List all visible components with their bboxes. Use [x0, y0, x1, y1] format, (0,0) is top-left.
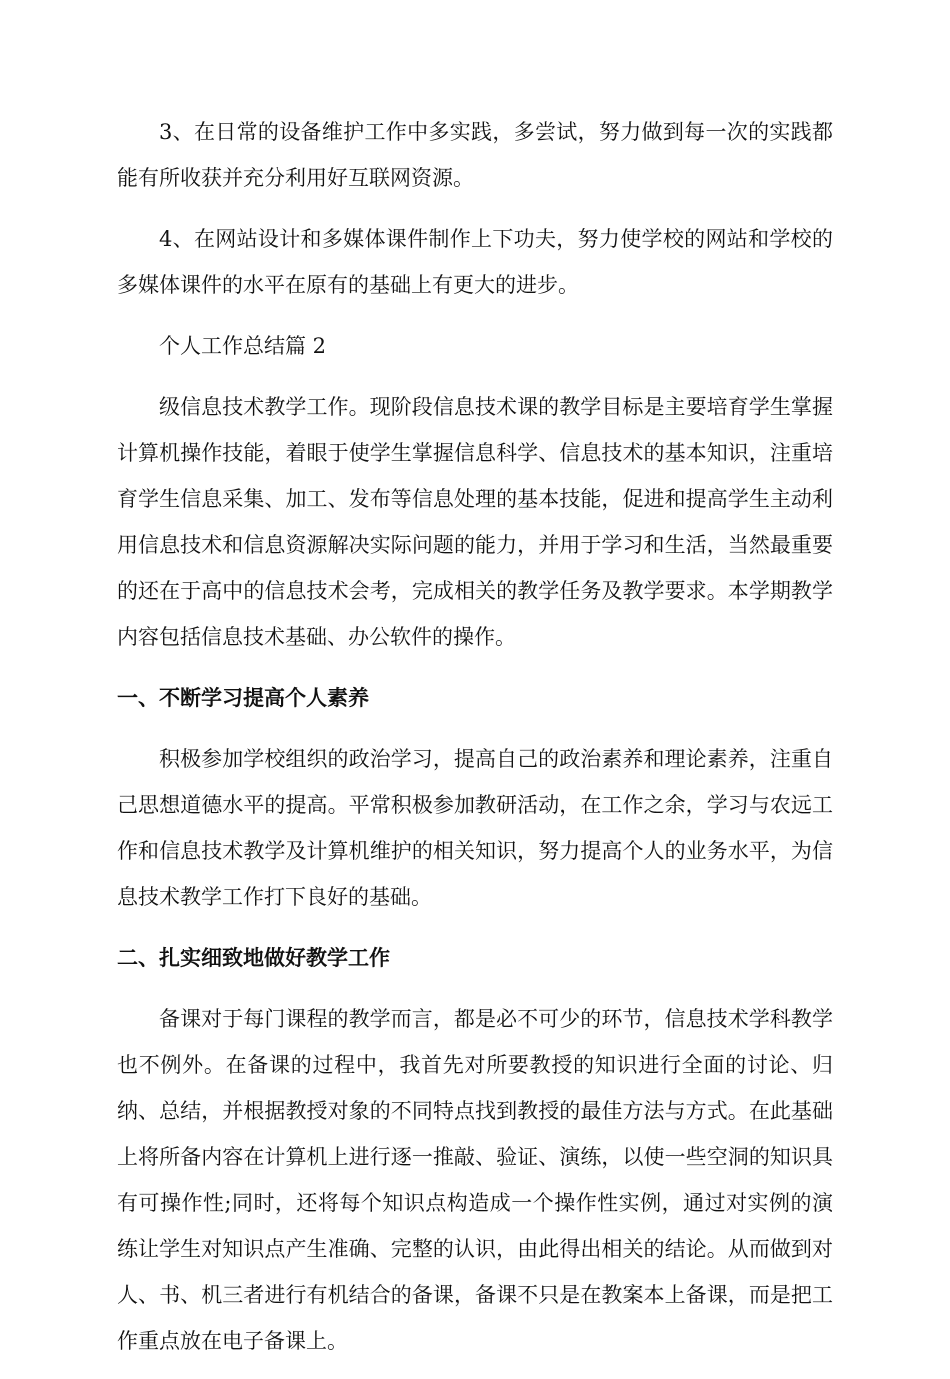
- paragraph-item-3: 3、在日常的设备维护工作中多实践，多尝试，努力做到每一次的实践都能有所收获并充分利用好互联网资源。: [117, 120, 833, 190]
- paragraph-item-4: 4、在网站设计和多媒体课件制作上下功夫，努力使学校的网站和学校的多媒体课件的水平在原有的基础上有更大的进步。: [117, 227, 833, 297]
- heading-continuous-learning: 一、不断学习提高个人素养: [117, 686, 369, 710]
- intro-paragraph: 级信息技术教学工作。现阶段信息技术课的教学目标是主要培育学生掌握计算机操作技能，着眼于使学生掌握信息科学、信息技术的基本知识，注重培育学生信息采集、加工、发布等信息处理的基本技能，促进和提高学生主动利用信息技术和信息资源解决实际问题的能力，并用于学习和生活，当然最重要的还在于高中的信息技术会考，完成相关的教学任务及教学要求。本学期教学内容包括信息技术基础、办公软件的操作。: [117, 395, 833, 649]
- document-body: [117, 109, 833, 1379]
- learning-paragraph: 积极参加学校组织的政治学习，提高自己的政治素养和理论素养，注重自己思想道德水平的提高。平常积极参加教研活动，在工作之余，学习与农远工作和信息技术教学及计算机维护的相关知识，努力提高个人的业务水平，为信息技术教学工作打下良好的基础。: [117, 747, 833, 909]
- heading-teaching-work: 二、扎实细致地做好教学工作: [117, 946, 390, 970]
- teaching-paragraph: 备课对于每门课程的教学而言，都是必不可少的环节，信息技术学科教学也不例外。在备课的过程中，我首先对所要教授的知识进行全面的讨论、归纳、总结，并根据教授对象的不同特点找到教授的最佳方法与方式。在此基础上将所备内容在计算机上进行逐一推敲、验证、演练，以使一些空洞的知识具有可操作性;同时，还将每个知识点构造成一个操作性实例，通过对实例的演练让学生对知识点产生准确、完整的认识，由此得出相关的结论。从而做到对人、书、机三者进行有机结合的备课，备课不只是在教案本上备课，而是把工作重点放在电子备课上。: [117, 1007, 833, 1353]
- section-title: 个人工作总结篇 2: [159, 334, 327, 358]
